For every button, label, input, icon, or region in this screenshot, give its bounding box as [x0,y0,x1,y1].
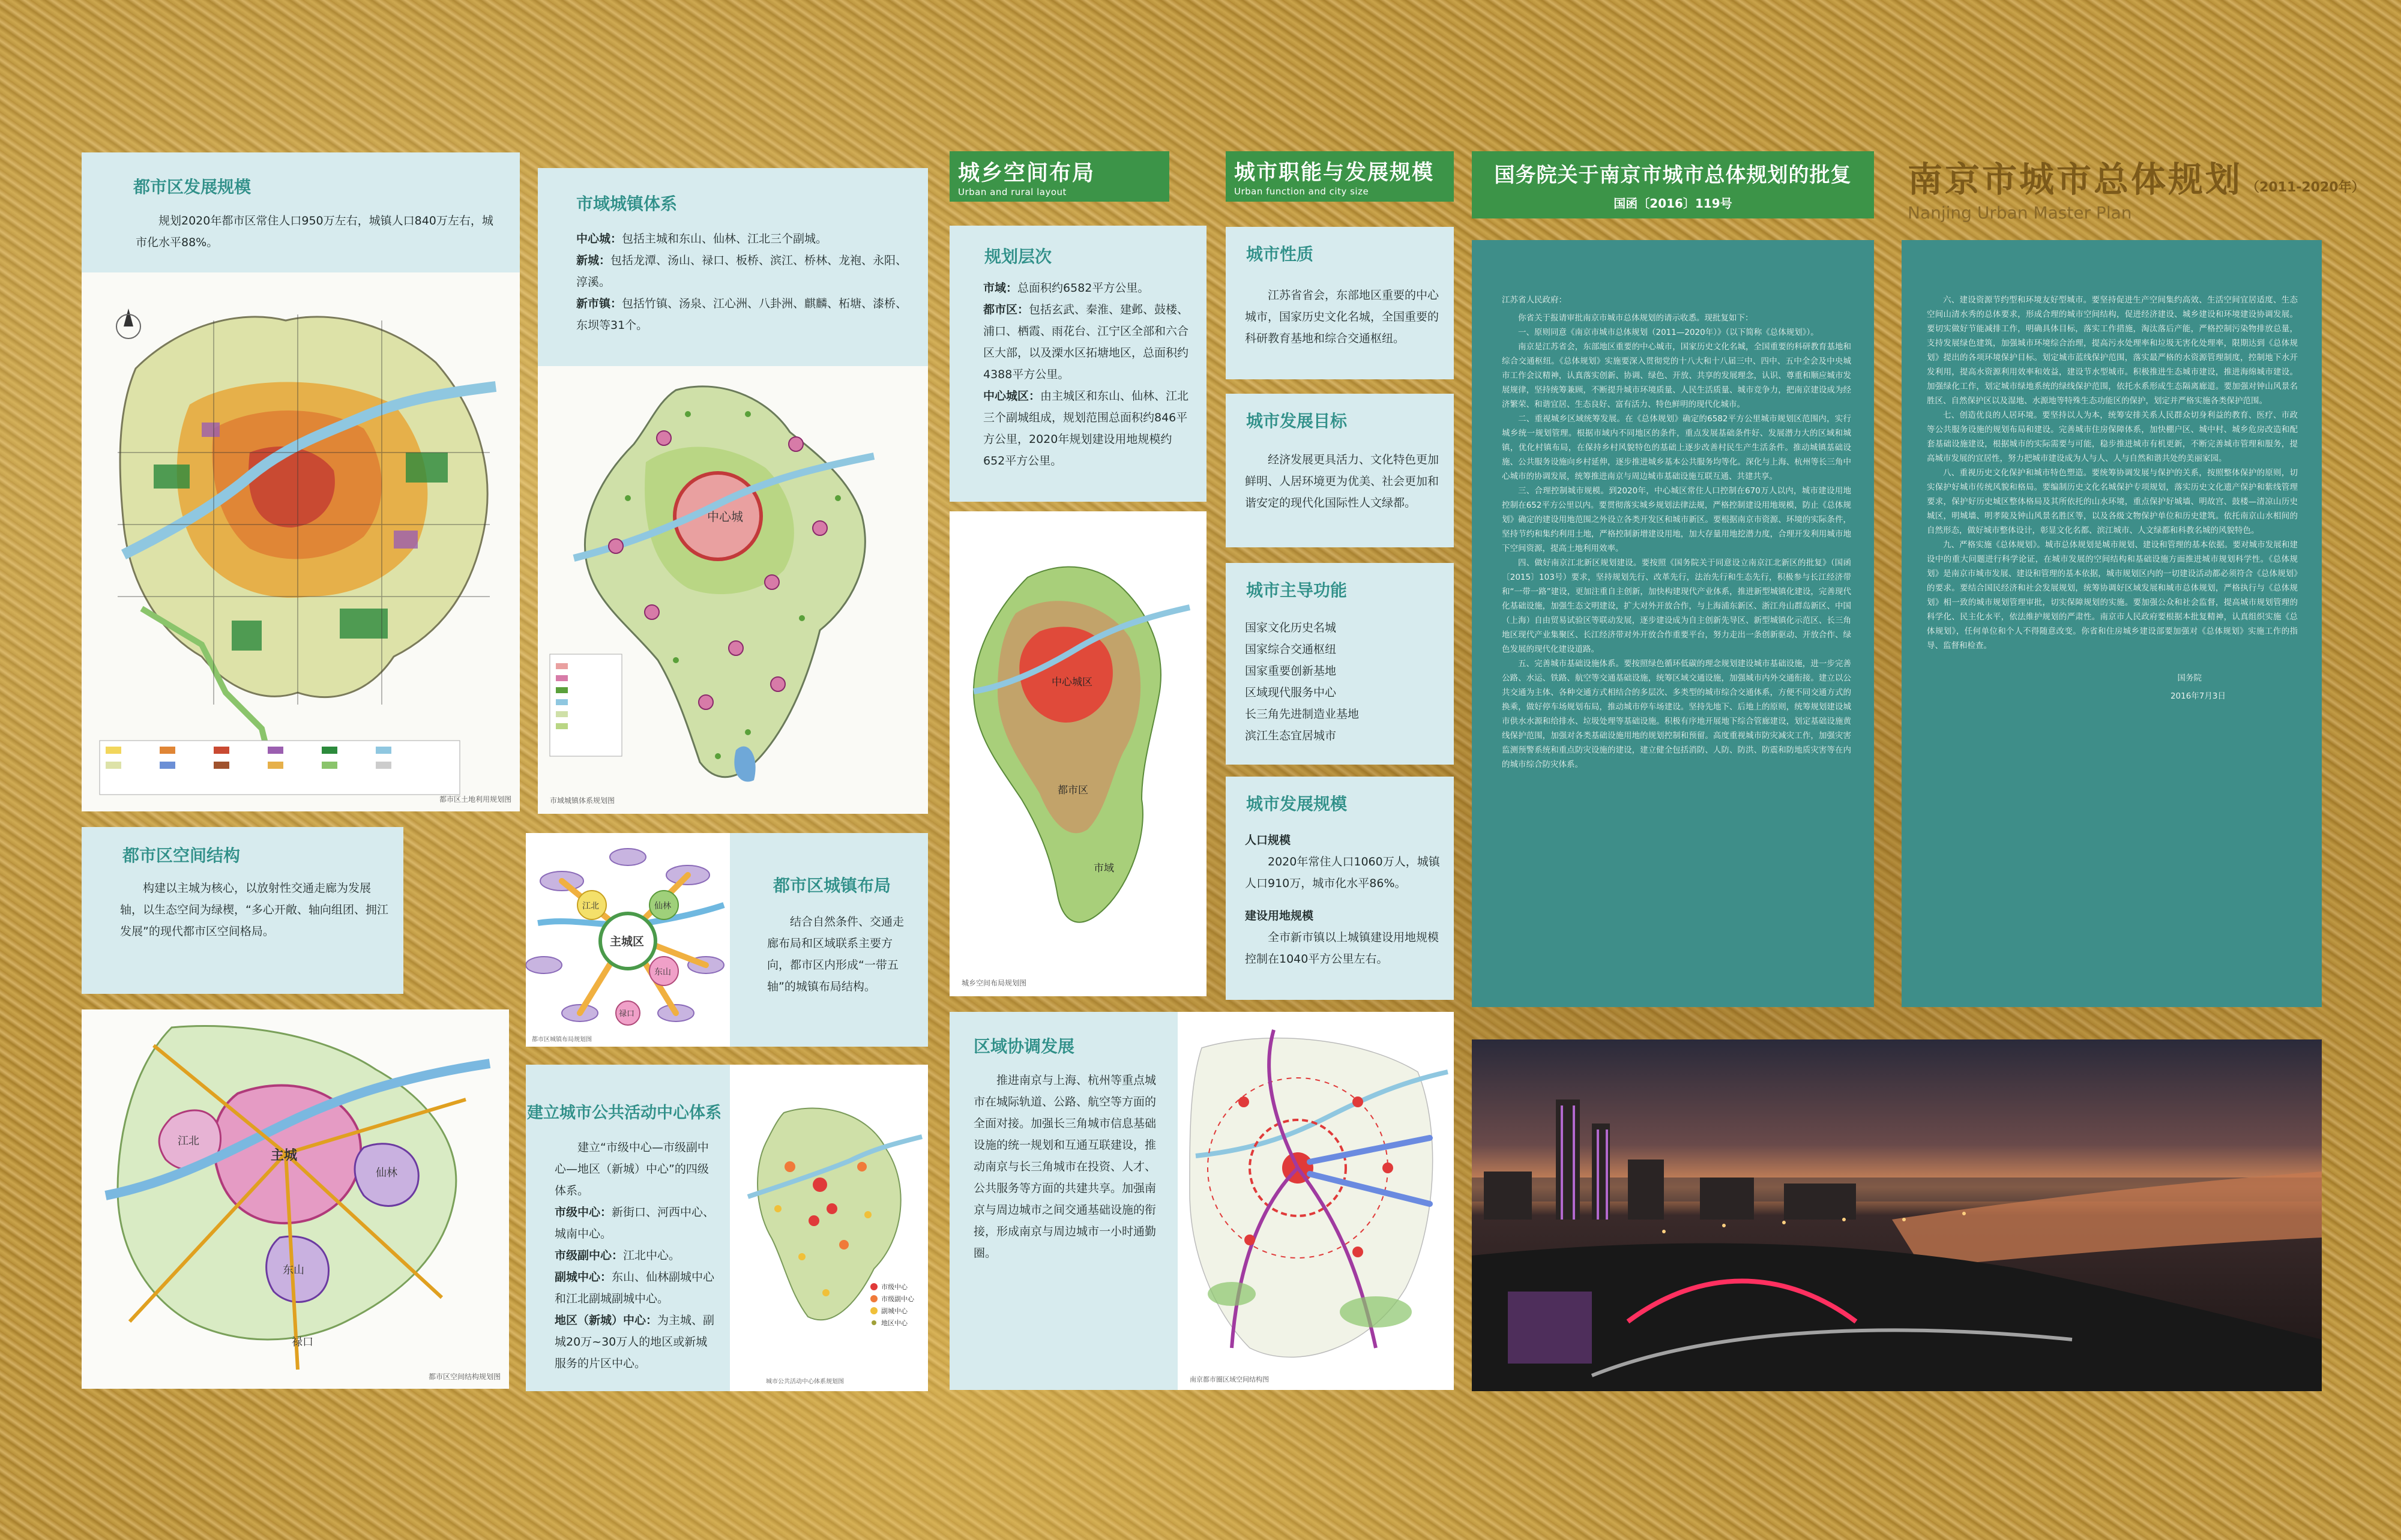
spatial-structure-text: 构建以主城为核心，以放射性交通走廊为发展轴，以生态空间为绿楔，“多心开敞、轴向组团、拥江发展”的现代都市区空间格局。 [120,882,388,938]
layout-label-center: 主城区 [610,935,645,948]
regional-text: 推进南京与上海、杭州等重点城市在城际轨道、公路、航空等方面的全面对接。加强长三角城市信息基础设施的统一规划和互通互联建设，推动南京与长三角城市在投资、人才、公共服务等方面的共建共享。加强南京与周边城市之间交通基础设施的衔接，形成南京与周边城市一小时通勤圈。 [974,1074,1157,1260]
section-title-spatial-structure: 都市区空间结构 [122,846,241,865]
list-item: 国家重要创新基地 [1245,664,1337,678]
panel-city-nature [1226,227,1454,379]
svg-text:副城中心: 副城中心 [881,1307,908,1315]
planning-levels-map-caption: 城乡空间布局规划图 [962,979,1027,987]
list-item: 国家综合交通枢纽 [1245,643,1337,656]
public-centers-map-caption: 城市公共活动中心体系规划图 [766,1379,844,1385]
layout-label-east: 东山 [654,967,671,977]
section-tag-function: 城市职能与发展规模 Urban function and city size [1226,151,1454,202]
town-system-map-caption: 市域城镇体系规划图 [550,796,615,805]
city-goal-text: 经济发展更具活力、文化特色更加鲜明、人居环境更为优美、社会更加和谐安定的现代化国际性人文绿都。 [1245,453,1439,510]
section-title-regional: 区域协调发展 [974,1036,1075,1056]
town-layout-diagram [526,833,730,1047]
levels-label-city: 市域 [1094,862,1114,874]
section-title-planning-levels: 规划层次 [984,247,1052,266]
layout-label-south: 禄口 [619,1009,635,1018]
panel-public-centers [526,1065,928,1391]
spatial-structure-map-caption: 都市区空间结构规划图 [428,1373,501,1381]
list-item: 区域现代服务中心 [1245,686,1337,699]
city-nature-text: 江苏省省会，东部地区重要的中心城市，国家历史文化名城，全国重要的科研教育基地和综合交通枢纽。 [1245,289,1439,345]
svg-text:地区中心: 地区中心 [881,1319,908,1327]
approval-signature: 国务院 [2177,673,2202,683]
levels-label-center: 中心城区 [1052,676,1092,688]
panel-planning-levels [950,226,1207,502]
approval-addressee: 江苏省人民政府： [1502,295,1567,305]
list-item: 长三角先进制造业基地 [1245,708,1360,721]
public-centers-text: 建立“市级中心—市级副中心—地区（新城）中心”的四级体系。 市级中心：新街口、河西中心、城南中心。 市级副中心：江北中心。 副城中心：东山、仙林副城中心和江北副城副城中心。 地区（新城）中心：为主城、副城20万~30万人的地区或新城服务的片区中心。 [555,1141,715,1370]
city-functions-list [1245,617,1441,747]
planning-levels-map [950,511,1207,996]
nanjing-night-photo [1472,1039,2322,1391]
spatial-label-main: 主城 [271,1148,298,1163]
panel-city-scale [1226,777,1454,1000]
town-layout-map-caption: 都市区城镇布局规划图 [532,1036,592,1043]
section-title-dev-scale: 都市区发展规模 [133,177,252,197]
layout-label-north: 江北 [582,901,599,911]
town-system-text: 中心城：包括主城和东山、仙林、江北三个副城。 新城：包括龙潭、汤山、禄口、板桥、滨江、桥林、龙袍、永阳、淳溪。 新市镇：包括竹镇、汤泉、江心洲、八卦洲、麒麟、柘塘、漆桥、东坝等31个。 [576,232,908,332]
panel-regional [950,1012,1454,1390]
svg-text:市级副中心: 市级副中心 [881,1295,914,1303]
spatial-label-xianlin: 仙林 [376,1167,397,1179]
regional-map-caption: 南京都市圈区域空间结构图 [1190,1376,1269,1383]
public-centers-legend [870,1283,915,1327]
approval-text-panel-1: 江苏省人民政府： 你省关于报请审批南京市城市总体规划的请示收悉。现批复如下： 一、原则同意《南京市城市总体规划（2011—2020年）》（以下简称《总体规划》）。 南京是江苏省会，东部地区重要的中心城市，国家历史文化名城，全国重要的科研教育基地和综合交通枢纽。《总体规划》实施要深入贯彻党的十八大和十八届三中、四中、五中全会及中央城市工作会议精神，认真落实创新、协调、绿色、开放、共享的发展理念，认识、尊重和顺应城市发展规律，坚持统筹兼顾，不断提升城市环境质量、人民生活质量、城市竞争力，把南京建设成为经济繁荣、和谐宜居、生态良好、富有活力、特色鲜明的现代化城市。 二、重视城乡区域统筹发展。在《总体规划》确定的6582平方公里城市规划区范围内，实行城乡统一规划管理。根据市域内不同地区的条件，重点发展基础条件好、发展潜力大的区域和城镇，优化村镇布局，在保持乡村风貌特色的基础上逐步改善村民生产生活条件。推动城镇基础设施、公共服务设施向乡村延伸，逐步推进城乡基本公共服务均等化。深化与上海、杭州等长三角中心城市的协调发展，统筹推进南京与周边城市基础设施互联互通、共建共享。 三、合理控制城市规模。到2020年，中心城区常住人口控制在670万人以内，城市建设用地控制在652平方公里以内。要贯彻落实城乡规划法律法规，严格控制建设用地规模，防止《总体规划》确定的建设用地范围之外设立各类开发区和城市新区。要根据南京市资源、环境的实际条件，坚持节约和集约利用土地，严格控制新增建设用地，加大存量用地挖潜力度，合理开发利用城市地下空间资源，提高土地利用效率。 四、做好南京江北新区规划建设。要按照《国务院关于同意设立南京江北新区的批复》（国函〔2015〕103号）要求，坚持规划先行、改革先行，法治先行和生态先行，积极参与长江经济带和“一带一路”建设，更加注重自主创新，加快构建现代产业体系，推进新型城镇化建设，完善现代化基础设施，加强生态文明建设，扩大对外开放合作，与上海浦东新区、浙江舟山群岛新区、中国（上海）自由贸易试验区等联动发展，逐步建设成为自主创新先导区、新型城镇化示范区、长三角地区现代产业集聚区、长江经济带对外开放合作重要平台，努力走出一条创新驱动、开放合作、绿色发展的现代化建设道路。 五、完善城市基础设施体系。要按照绿色循环低碳的理念规划建设城市基础设施，进一步完善公路、水运、铁路、航空等交通基础设施，统筹区域交通设施，加强城市内外交通衔接。建立以公共交通为主体、各种交通方式相结合的多层次、多类型的城市综合交通体系，方便不同交通方式的换乘，做好停车场规划布局，推动城市停车场建设。坚持先地下、后地上的原则，统筹规划建设城市供水水源和给排水、垃圾处理等基础设施。积极有序地开展地下综合管廊建设，划定基础设施黄线保护范围，加强对各类基础设施用地的规划控制和预留。高度重视城市防灾减灾工作，加强灾害监测预警系统和重点防灾设施的建设，建立健全包括消防、人防、防洪、防震和防地质灾害等在内的城市综合防灾体系。 [1472,240,1874,1007]
section-title-town-layout: 都市区城镇布局 [773,876,891,895]
city-scale-text: 人口规模 2020年常住人口1060万人，城镇人口910万，城市化水平86%。 建设用地规模 全市新市镇以上城镇建设用地规模控制在1040平方公里左右。 [1245,834,1440,966]
public-centers-map [730,1065,928,1391]
land-use-legend [100,741,460,795]
section-title-city-nature: 城市性质 [1246,244,1314,264]
north-arrow-icon [116,308,140,338]
section-title-city-goal: 城市发展目标 [1246,411,1348,431]
approval-text-panel-2: 六、建设资源节约型和环境友好型城市。要坚持促进生产空间集约高效、生活空间宜居适度、生态空间山清水秀的总体要求，形成合理的城市空间结构，促进经济建设、城乡建设和环境建设协调发展。要切实做好节能减排工作，明确具体目标，落实工作措施，淘汰落后产能，严格控制污染物排放总量，支持发展绿色建筑，加强城市环境综合治理，提高污水处理率和垃圾无害化处理率，限期达到《总体规划》提出的各项环境保护目标。划定城市蓝线保护范围，落实最严格的水资源管理制度，控制地下水开发利用，提高水资源利用效率和效益，建设节水型城市。积极推进生态城市建设，推进海绵城市建设。加强绿化工作，划定城市绿地系统的绿线保护范围，依托水系形成生态隔离廊道。要加强对钟山风景名胜区、自然保护区以及湿地、水源地等特殊生态功能区的保护，划定并严格实施各类保护范围。 七、创造优良的人居环境。要坚持以人为本，统筹安排关系人民群众切身利益的教育、医疗、市政等公共服务设施的规划布局和建设。完善城市住房保障体系，加快棚户区、城中村、城乡危房改造和配套基础设施建设，根据城市的实际需要与可能，稳步推进城市有机更新，不断完善城市管理和服务，提高城市发展的宜居性，努力把城市建设成为人与人、人与自然和谐共处的美丽家园。 八、重视历史文化保护和城市特色塑造。要统筹协调发展与保护的关系，按照整体保护的原则，切实保护好城市传统风貌和格局。要编制历史文化名城保护专项规划，落实历史文化遗产保护和紫线管理要求，保护好历史城区整体格局及其所依托的山水环境，重点保护好城墙、明故宫、鼓楼—清凉山历史城区，明城墙、明孝陵及钟山风景名胜区等，以及各级文物保护单位和历史建筑。依托南京山水相间的自然形态，做好城市整体设计，彰显文化名都、滨江城市、人文绿都和科教名城的风貌特色。 九、严格实施《总体规划》。城市总体规划是城市规划、建设和管理的基本依据。要对城市发展和建设中的重大问题进行科学论证，在城市发展的空间结构和基础设施方面推进城市规划科学性。《总体规划》是南京市城市发展、建设和管理的基本依据，城市规划区内的一切建设活动都必须符合《总体规划》的要求。要结合国民经济和社会发展规划，统筹协调好区域发展和城市总体规划，严格执行与《总体规划》相一致的城市规划管理审批，切实保障规划的实施。要加强公众和社会监督，提高城市规划管理的科学化、民主化水平，依法维护规划的严肃性。南京市人民政府要根据本批复精神，认真组织实施《总体规划》，任何单位和个人不得随意改变。你省和住房城乡建设部要加强对《总体规划》实施工作的指导、监督和检查。 国务院 2016年7月3日 [1902,240,2322,1007]
section-title-city-functions: 城市主导功能 [1246,580,1348,600]
svg-text:市级中心: 市级中心 [881,1283,908,1291]
list-item: 滨江生态宜居城市 [1245,729,1337,742]
section-tag-layout: 城乡空间布局 Urban and rural layout [950,151,1169,202]
panel-dev-scale [82,152,520,811]
section-title-town-system: 市域城镇体系 [576,194,678,214]
section-title-public-centers: 建立城市公共活动中心体系 [527,1104,722,1122]
dev-scale-text: 规划2020年都市区常住人口950万左右，城镇人口840万左右，城市化水平88%。 [136,214,493,249]
spatial-structure-map [82,1009,509,1389]
page-title: 南京市城市总体规划 [1908,159,2243,200]
layout-label-ne: 仙林 [654,901,671,911]
spatial-label-dongshan: 东山 [283,1264,304,1277]
panel-town-system [538,168,928,814]
spatial-label-jiangbei: 江北 [178,1135,199,1147]
regional-map [1178,1012,1454,1390]
land-use-map [82,272,520,811]
panel-spatial-structure [82,827,403,994]
page-title-period: （2011-2020年） [2246,180,2365,195]
list-item: 国家文化历史名城 [1245,621,1337,634]
approval-title-tag: 国务院关于南京市城市总体规划的批复 国函〔2016〕119号 [1472,151,1874,218]
town-layout-text: 结合自然条件、交通走廊布局和区域联系主要方向，都市区内形成“一带五轴”的城镇布局结构。 [767,915,905,993]
levels-label-metro: 都市区 [1058,784,1088,796]
town-system-map [538,366,928,814]
panel-city-functions [1226,563,1454,765]
land-use-map-caption: 都市区土地利用规划图 [439,795,511,804]
section-title-city-scale: 城市发展规模 [1246,794,1348,814]
panel-city-goal [1226,394,1454,547]
planning-levels-text: 市域：总面积约6582平方公里。 都市区：包括玄武、秦淮、建邺、鼓楼、浦口、栖霞、雨花台、江宁区全部和六合区大部，以及溧水区拓塘地区，总面积约4388平方公里。 中心城区：由主城区和东山、仙林、江北三个副城组成，规划范围总面积约846平方公里，2020年规划建设用地规模约652平方公里。 [983,281,1189,468]
panel-town-layout [526,833,928,1047]
master-plan-title-block [1908,151,2388,223]
page-subtitle-en: Nanjing Urban Master Plan [1908,203,2132,223]
town-system-legend [550,654,622,756]
town-map-center-label: 中心城 [707,510,743,524]
approval-date: 2016年7月3日 [2170,691,2226,701]
spatial-label-lukou: 禄口 [292,1336,313,1349]
